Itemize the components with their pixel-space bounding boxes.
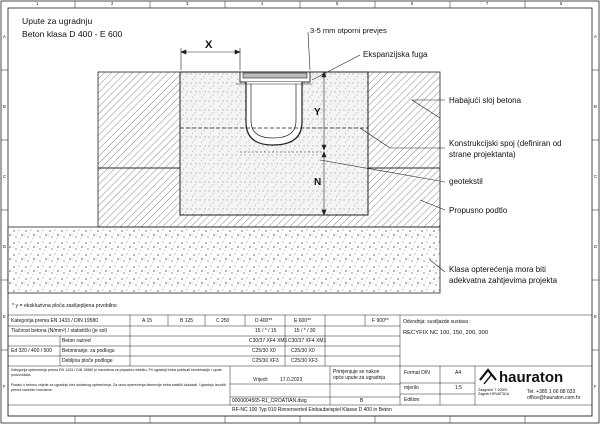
frame-col-label: 1 — [36, 1, 39, 6]
format-value: A4 — [455, 370, 462, 376]
notes-bottom: Podaci o betonu vrijede za ugradnju bez dodatnog opterećenja. Za veća opterećenja dimenzije treba statički dokazati. Ugradnju izvoditi prema važećim normama. — [11, 383, 226, 392]
class-a15: A 15 — [142, 318, 153, 324]
company-phone: Tel. +385 1 66 88 033 — [527, 389, 576, 395]
annotation-bearing-concrete: Habajući sloj betona — [449, 96, 522, 105]
dimension-n-label: N — [314, 177, 322, 188]
table-cell: 15 / * / 15 — [255, 328, 277, 334]
frame-row-label: E — [3, 314, 6, 319]
annotation-construction-joint-2: strane projektanta) — [449, 150, 516, 159]
table-cell: C25/30 X0 — [291, 348, 315, 354]
date-value: 17.0.2023 — [280, 377, 303, 383]
table-cell: 15 / * / 30 — [294, 328, 316, 334]
table-cell: C25/30 XF3 — [291, 358, 318, 364]
frame-col-label: 4 — [261, 1, 264, 6]
annotation-load-class-2: adekvatna zahtjevima projekta — [449, 276, 558, 285]
existing-left — [98, 72, 184, 168]
company-logo — [480, 370, 496, 384]
frame-col-label: 5 — [336, 1, 339, 6]
table-row-label: Debljina ploče podloge — [62, 358, 113, 364]
table-row-label: Tlačnost betona (N/mm²) / statistički (je sol) — [11, 328, 108, 334]
drawing-caption: RF-NC 100 Typ 010 Rinnenverteil Einbaubeispiel Klasse D 400 in Beton — [232, 407, 392, 413]
dimension-x-label: X — [205, 39, 213, 51]
frame-row-label: E — [594, 314, 597, 319]
table-cell: C30/37 XF4 XM1 — [249, 338, 288, 344]
drawing-number: 0000004565-R1_CROATIAN.dwg — [232, 398, 307, 404]
table-row-label: Beton razred — [62, 338, 91, 344]
remark-line-1: Primjenjuje se nakon — [333, 369, 380, 375]
company-name: hauraton — [499, 369, 564, 386]
class-e600: E 600** — [294, 318, 311, 324]
existing-right — [368, 72, 440, 168]
scale-label: mjerilo — [404, 385, 419, 391]
table-cell: C25/30 X0 — [252, 348, 276, 354]
order-product: RECYFIX NC 100, 150, 200, 300 — [403, 330, 489, 336]
dimension-x — [181, 48, 240, 70]
footnote: * y = ekskluzivna ploča zaslijepljena prvobilno — [12, 303, 117, 309]
class-d400: D 400** — [255, 318, 273, 324]
class-b125: B 125 — [180, 318, 194, 324]
table-header-label: Kategorija prema EN 1433 / DIN 19580 — [11, 318, 98, 324]
frame-row-label: B — [3, 104, 6, 109]
frame-row-label: D — [594, 244, 598, 249]
frame-col-label: 6 — [411, 1, 414, 6]
table-cell: C30/37 XF4 XM1 — [288, 338, 327, 344]
annotation-load-class-1: Klasa opterećenja mora biti — [449, 265, 546, 274]
notes-top: Kategorija opterećenja prema EN 1433 / DIN 19580 je navedena za pripadnu rešetku. Pri ugradnji treba poštivati kombinacije i upute proizvođača. — [11, 368, 222, 377]
annotation-construction-joint-1: Konstrukcijski spoj (definiran od — [449, 139, 562, 148]
table-cell: C25/30 XF3 — [252, 358, 279, 364]
annotation-support-gap: 3-5 mm otporni prevjes — [310, 26, 387, 35]
annotation-geotextile: geotekstil — [449, 177, 483, 186]
frame-col-label: 2 — [111, 1, 114, 6]
frame-row-label: B — [594, 104, 597, 109]
frame-col-label: 3 — [186, 1, 189, 6]
dimension-y-label: Y — [314, 107, 321, 118]
order-label: Odvodnja: sustljazde sustava : — [403, 319, 471, 325]
edition-label: Edition — [404, 397, 420, 403]
annotation-expansion-joint: Ekspanzijska fuga — [363, 50, 428, 59]
frame-row-label: A — [3, 34, 6, 39]
title-line-2: Beton klasa D 400 - E 600 — [22, 29, 123, 39]
company-address: Zaagrebe 7 10000 Zagreb HRVATSKA — [478, 388, 510, 397]
frame-row-label: F — [594, 384, 597, 389]
frame-col-label: 7 — [486, 1, 489, 6]
scale-value: 1:5 — [455, 385, 462, 391]
class-f900: F 900** — [372, 318, 389, 324]
remark-line-2: opće upute za ugradnju — [333, 375, 386, 381]
class-c250: C 250 — [216, 318, 230, 324]
frame-row-label: D — [3, 244, 7, 249]
gravel-layer — [8, 227, 440, 293]
date-label: Vrijedi: — [253, 377, 269, 383]
frame-col-label: 8 — [560, 1, 563, 6]
range-label: Ed 320 / 400 / 500 — [11, 348, 52, 354]
table-row-label: Betoniranje: za podlogu — [62, 348, 115, 354]
company-email: office@hauraton.com.hr — [527, 395, 581, 401]
frame-row-label: C — [594, 174, 598, 179]
format-label: Format DIN — [404, 370, 430, 376]
frame-row-label: C — [3, 174, 7, 179]
frame-row-label: F — [3, 384, 6, 389]
frame-row-label: A — [594, 34, 597, 39]
grating — [243, 73, 307, 78]
sheet-label: B — [360, 398, 364, 404]
title-line-1: Upute za ugradnju — [22, 16, 93, 26]
annotation-subbase: Propusno podtlo — [449, 206, 508, 215]
